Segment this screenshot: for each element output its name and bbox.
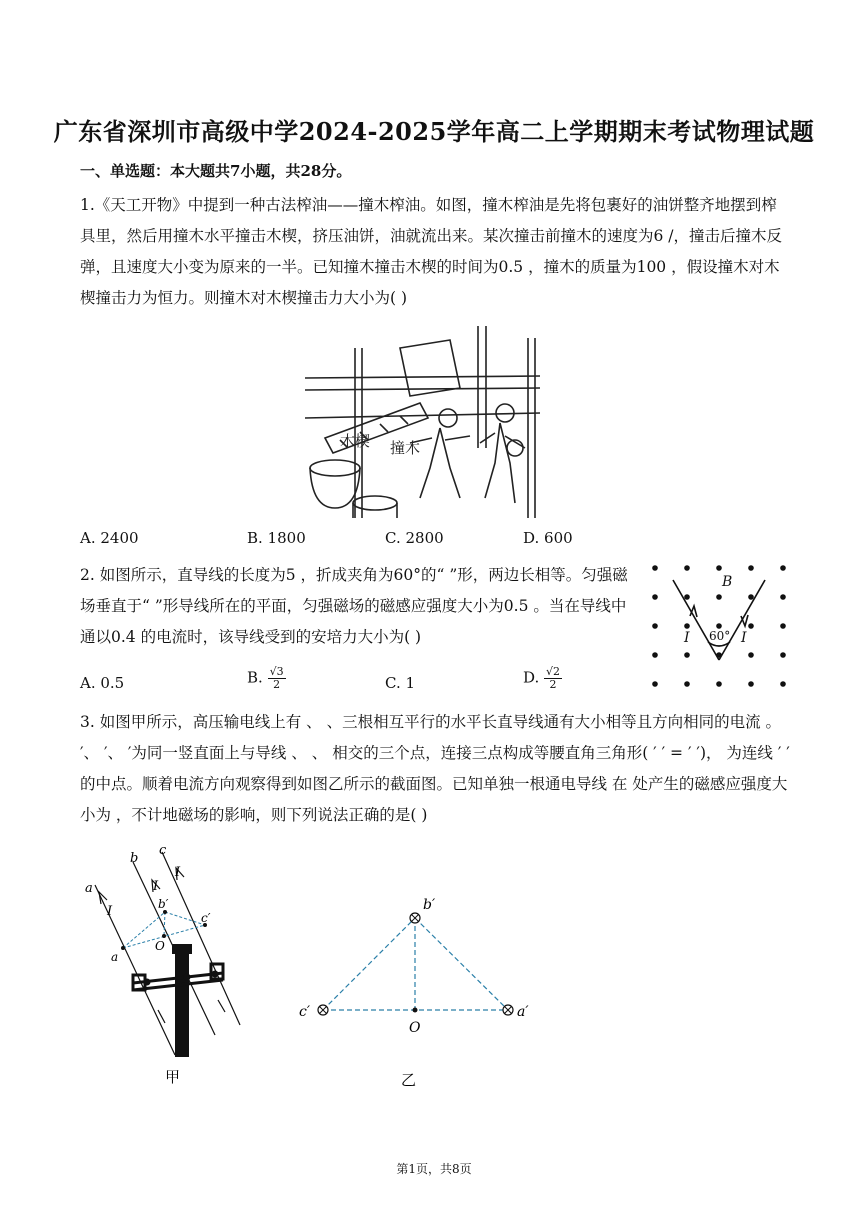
q2-option-b-numerator: √3 [269,665,284,678]
q2-option-d-fraction [544,666,562,691]
figure-jia-caption: 甲 [165,1068,181,1085]
point-b-prime-label: b′ [158,897,169,911]
wire-a-label: a [85,881,93,896]
wire-c-label: c [159,843,167,858]
point-o-label: O [155,939,165,953]
cross-section-figure-yi [295,895,545,1090]
current-right-label: I [741,630,747,646]
wedge-label: 木楔 [340,432,371,450]
page-title: 广东省深圳市高级中学2024-2025学年高二上学期期末考试物理试题 [53,117,815,146]
q2-option-b-fraction [268,666,286,691]
q2-option-a: A. 0.5 [80,674,125,692]
page-footer: 第1页，共8页 [396,1162,472,1176]
q2-option-d-numerator: √2 [546,665,561,678]
current-a-label: I [107,904,113,919]
yi-b-prime-label: b′ [423,897,436,913]
current-left-label: I [684,630,690,646]
angle-label: 60° [709,629,731,643]
q2-option-d-denominator: 2 [549,678,557,691]
question-2-text: 2. 如图所示，直导线的长度为5 ，折成夹角为60°的“ ”形，两边长相等。匀强磁场垂直于“ ”形导线所在的平面，匀强磁场的磁感应强度大小为0.5 。当在导线中通以0.4 的电流时，该导线受到的安培力大小为( ) [80,566,628,646]
wire-b-label: b [130,851,139,866]
q1-option-a: A. 2400 [80,529,139,547]
question-3-text: 3. 如图甲所示，高压输电线上有 、 、三根相互平行的水平长直导线通有大小相等且方向相同的电流 。 ′、 ′、 ′为同一竖直面上与导线 、 、 相交的三个点，连接三点构成等腰直角三角形( ′ ′ = ′ ′)， 为连线 ′ ′的中点。顺着电流方向观察得到如图乙所示的截面图。已知单独一根通电导线 在 处产生的磁感应强度大小为 ，不计地磁场的影响，则下列说法正确的是( ) [80,713,790,824]
oil-press-figure [300,318,550,520]
v-wire-figure [640,558,790,693]
ram-label: 撞木 [390,439,421,457]
question-1-text: 1.《天工开物》中提到一种古法榨油——撞木榨油。如图，撞木榨油是先将包裹好的油饼整齐地摆到榨具里，然后用撞木水平撞击木楔，挤压油饼，油就流出来。某次撞击前撞木的速度为6 /，撞击后撞木反弹，且速度大小变为原来的一半。已知撞木撞击木楔的时间为0.5 ，撞木的质量为100 ，假设撞木对木楔撞击力为恒力。则撞木对木楔撞击力大小为( ) [80,196,783,307]
yi-a-prime-label: a′ [517,1004,529,1020]
section-heading: 一、单选题：本大题共7小题，共28分。 [80,162,352,180]
q2-option-c: C. 1 [385,674,416,692]
b-field-label: B [722,574,733,590]
point-c-prime-label: c′ [201,911,211,925]
q2-option-b-prefix: B. [247,668,263,687]
figure-yi-caption: 乙 [401,1071,417,1089]
point-a-prime-label: a [111,950,119,964]
power-line-figure-jia [75,840,255,1085]
yi-c-prime-label: c′ [299,1004,311,1020]
current-c-label: I [175,865,181,880]
q1-option-b: B. 1800 [247,529,306,547]
q1-option-c: C. 2800 [385,529,444,547]
q2-option-b [247,666,286,691]
yi-o-label: O [409,1020,421,1036]
q1-option-d: D. 600 [523,529,573,547]
q2-option-d [523,666,562,691]
current-b-label: I [153,879,159,894]
q2-option-d-prefix: D. [523,668,540,687]
q2-option-b-denominator: 2 [273,678,281,691]
